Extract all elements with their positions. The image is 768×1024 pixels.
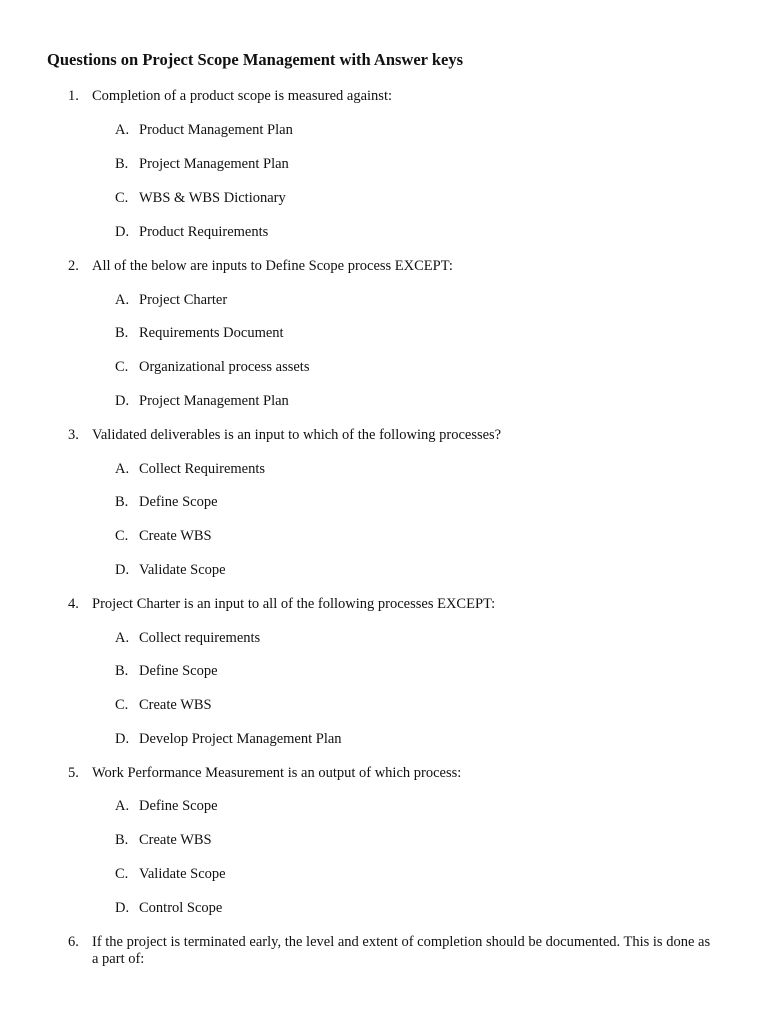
question-4-option-b [115,663,218,680]
option-letter: A. [115,630,130,646]
option-letter: C. [115,697,129,713]
option-text: Develop Project Management Plan [139,731,342,747]
option-letter: C. [115,190,129,206]
question-text: Work Performance Measurement is an output of which process: [92,765,462,781]
option-text: Validate Scope [139,562,226,578]
question-text: Validated deliverables is an input to which of the following processes? [92,427,502,443]
question-2-option-c [115,359,309,376]
option-letter: D. [115,393,130,409]
option-text: Organizational process assets [139,359,310,375]
option-text: Requirements Document [139,325,284,341]
option-letter: A. [115,798,130,814]
option-text: Create WBS [139,832,212,848]
question-number: 3. [68,427,79,443]
option-letter: B. [115,494,129,510]
option-letter: A. [115,292,130,308]
question-1-option-c [115,190,286,207]
question-5-option-d [115,900,222,917]
question-4-option-c [115,697,212,714]
option-letter: A. [115,461,130,477]
document-title: Questions on Project Scope Management with Answer keys [47,50,463,69]
option-text: WBS & WBS Dictionary [139,190,286,206]
option-letter: A. [115,122,130,138]
question-3-option-b [115,494,218,511]
option-letter: B. [115,663,129,679]
question-number: 1. [68,88,79,104]
option-text: Validate Scope [139,866,226,882]
question-4-option-d [115,731,342,748]
question-text: All of the below are inputs to Define Scope process EXCEPT: [92,258,453,274]
question-number: 4. [68,596,79,612]
question-1 [68,88,718,105]
question-number: 2. [68,258,79,274]
question-text: Project Charter is an input to all of the following processes EXCEPT: [92,596,496,612]
question-5 [68,765,718,782]
question-1-option-b [115,156,289,173]
question-5-option-c [115,866,226,883]
question-number: 6. [68,934,79,950]
option-text: Project Management Plan [139,156,289,172]
option-letter: D. [115,224,130,240]
option-text: Project Management Plan [139,393,289,409]
question-4 [68,596,718,613]
question-text: If the project is terminated early, the level and extent of completion should be documented. This is done as a part of: [92,934,711,967]
option-text: Create WBS [139,697,212,713]
option-text: Collect Requirements [139,461,266,477]
question-2-option-a [115,292,227,309]
option-text: Define Scope [139,494,218,510]
question-1-option-a [115,122,293,139]
option-text: Control Scope [139,900,223,916]
question-5-option-b [115,832,212,849]
option-letter: B. [115,156,129,172]
option-letter: C. [115,528,129,544]
question-text: Completion of a product scope is measured against: [92,88,392,104]
question-3-option-a [115,461,265,478]
option-text: Define Scope [139,663,218,679]
option-letter: D. [115,562,130,578]
option-letter: C. [115,866,129,882]
option-letter: B. [115,325,129,341]
option-letter: D. [115,731,130,747]
option-letter: D. [115,900,130,916]
option-text: Product Management Plan [139,122,293,138]
option-text: Create WBS [139,528,212,544]
question-2 [68,258,718,275]
option-text: Project Charter [139,292,228,308]
question-1-option-d [115,224,268,241]
question-3-option-d [115,562,226,579]
option-text: Define Scope [139,798,218,814]
option-text: Collect requirements [139,630,261,646]
option-letter: B. [115,832,129,848]
question-number: 5. [68,765,79,781]
question-4-option-a [115,630,260,647]
question-2-option-b [115,325,284,342]
question-3-option-c [115,528,212,545]
question-2-option-d [115,393,289,410]
question-6 [68,934,718,968]
question-3 [68,427,718,444]
option-letter: C. [115,359,129,375]
question-5-option-a [115,798,218,815]
option-text: Product Requirements [139,224,269,240]
